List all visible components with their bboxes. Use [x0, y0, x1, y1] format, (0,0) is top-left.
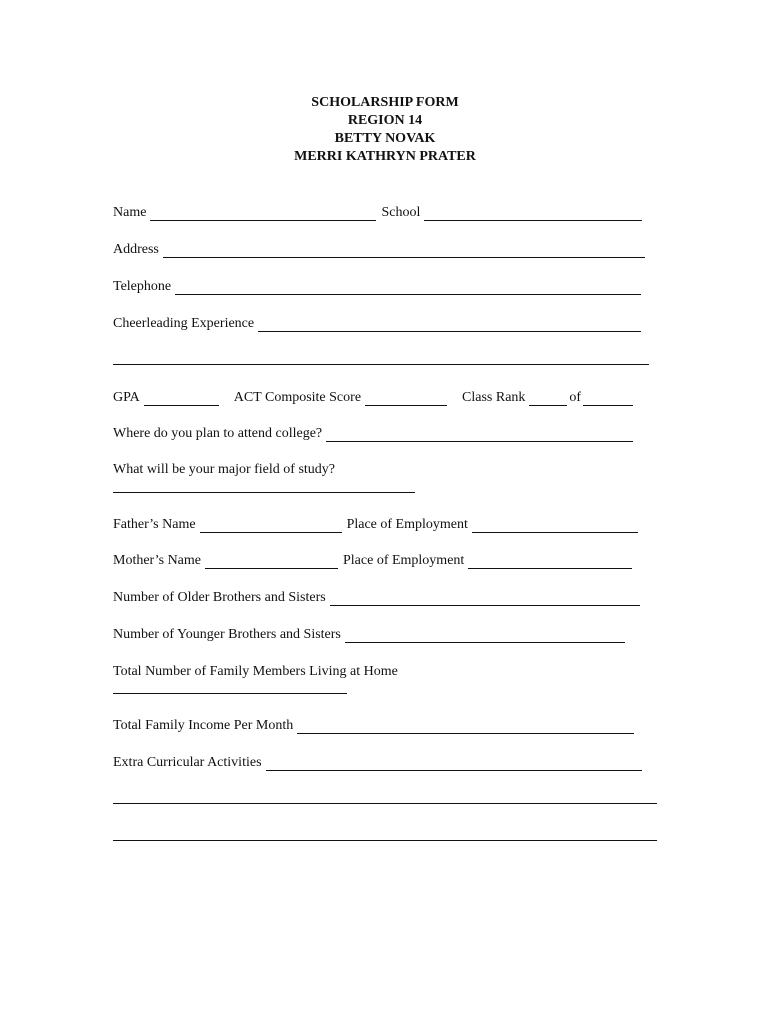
younger-siblings-row	[113, 623, 625, 643]
older-siblings-field[interactable]	[330, 591, 640, 606]
name-label: Name	[113, 205, 147, 220]
major-label: What will be your major field of study?	[113, 462, 335, 477]
address-field[interactable]	[163, 243, 645, 258]
gpa-field[interactable]	[144, 391, 219, 406]
income-row	[113, 714, 634, 734]
older-siblings-row	[113, 586, 640, 606]
act-field[interactable]	[365, 391, 447, 406]
mother-employment-label: Place of Employment	[343, 553, 465, 568]
form-title: SCHOLARSHIP FORM	[311, 95, 459, 110]
gpa-label: GPA	[113, 390, 140, 405]
college-row	[113, 422, 633, 442]
school-field[interactable]	[424, 206, 642, 221]
activities-field-line-3[interactable]	[113, 840, 657, 841]
address-label: Address	[113, 242, 159, 257]
income-label: Total Family Income Per Month	[113, 718, 294, 733]
mother-employment-field[interactable]	[468, 554, 632, 569]
mother-name-field[interactable]	[205, 554, 338, 569]
father-row	[113, 513, 638, 533]
class-rank-label: Class Rank	[462, 390, 526, 405]
cheerleading-row	[113, 312, 641, 332]
school-label: School	[381, 205, 421, 220]
family-members-field[interactable]	[113, 693, 347, 694]
address-row	[113, 238, 645, 258]
father-employment-field[interactable]	[472, 518, 638, 533]
act-label: ACT Composite Score	[233, 390, 362, 405]
older-siblings-label: Number of Older Brothers and Sisters	[113, 590, 326, 605]
sponsor-name-1: BETTY NOVAK	[334, 131, 436, 146]
father-name-field[interactable]	[200, 518, 342, 533]
activities-field[interactable]	[266, 756, 642, 771]
class-size-field[interactable]	[583, 391, 633, 406]
income-field[interactable]	[297, 719, 634, 734]
younger-siblings-label: Number of Younger Brothers and Sisters	[113, 627, 341, 642]
family-members-label: Total Number of Family Members Living at Home	[113, 664, 398, 679]
mother-row	[113, 549, 632, 569]
father-employment-label: Place of Employment	[346, 517, 468, 532]
scores-row	[113, 386, 633, 406]
father-name-label: Father’s Name	[113, 517, 196, 532]
activities-row	[113, 751, 642, 771]
cheerleading-label: Cheerleading Experience	[113, 316, 255, 331]
major-field[interactable]	[113, 492, 415, 493]
activities-field-line-2[interactable]	[113, 803, 657, 804]
cheerleading-field-line-2[interactable]	[113, 364, 649, 365]
activities-label: Extra Curricular Activities	[113, 755, 262, 770]
younger-siblings-field[interactable]	[345, 628, 625, 643]
telephone-row	[113, 275, 641, 295]
family-members-row	[113, 660, 398, 680]
class-rank-field[interactable]	[529, 391, 567, 406]
name-field[interactable]	[150, 206, 376, 221]
telephone-field[interactable]	[175, 280, 641, 295]
college-field[interactable]	[326, 427, 633, 442]
college-label: Where do you plan to attend college?	[113, 426, 323, 441]
telephone-label: Telephone	[113, 279, 172, 294]
name-school-row	[113, 201, 642, 221]
mother-name-label: Mother’s Name	[113, 553, 201, 568]
cheerleading-field[interactable]	[258, 317, 641, 332]
region-line: REGION 14	[347, 113, 423, 128]
sponsor-name-2: MERRI KATHRYN PRATER	[294, 149, 476, 164]
major-row	[113, 458, 335, 478]
of-label: of	[569, 390, 582, 405]
